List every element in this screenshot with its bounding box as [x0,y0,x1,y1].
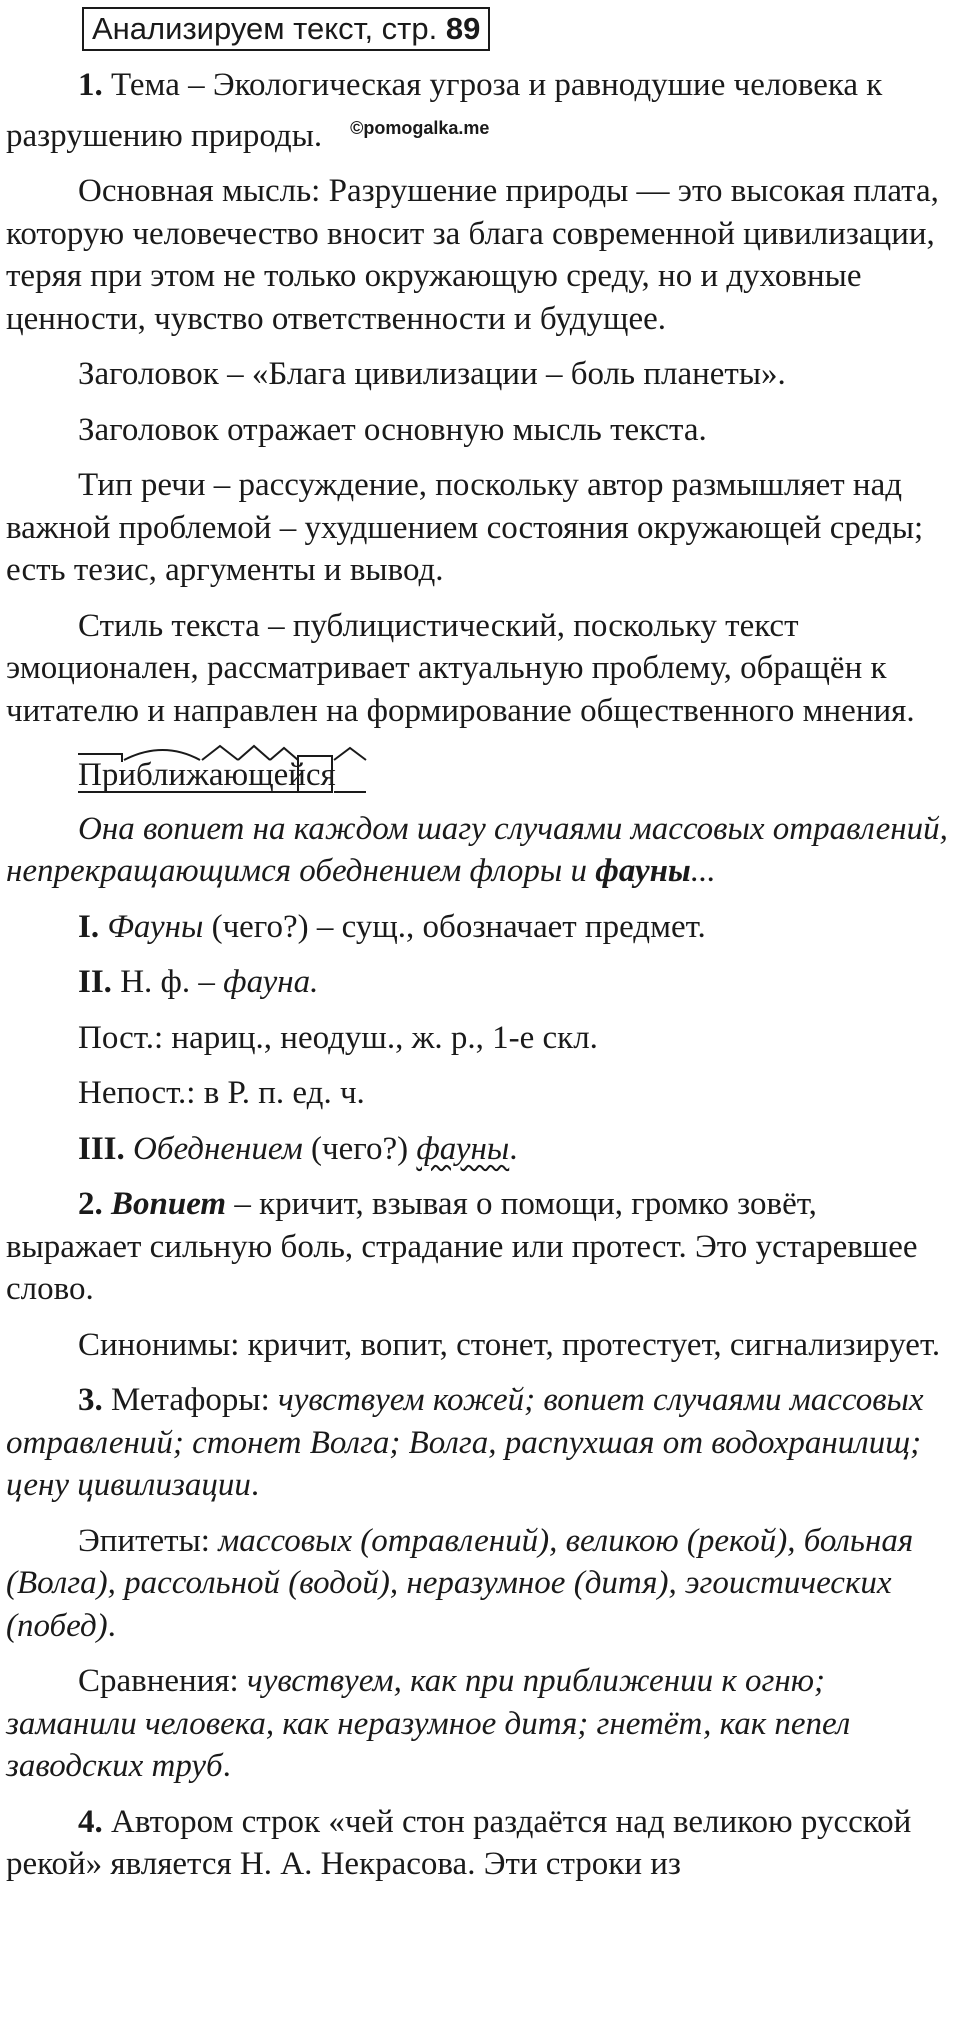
section-3-comparisons [6,1660,960,1788]
title-paragraph: Заголовок – «Блага цивилизации – боль планеты». [78,356,786,392]
analysis-III-question: (чего?) [302,1130,417,1167]
comparisons-text: чувствуем, как при приближении к огню; заманили человека, как неразумное дитя; гнетёт, как пепел заводских труб [6,1663,851,1784]
analysis-II-number: II. [78,964,112,1000]
epithets-end: . [107,1607,116,1644]
section-3-epithets [6,1520,960,1648]
analysis-II-word: фауна. [223,964,319,1000]
analysis-III-number: III. [78,1130,125,1167]
section-2-word: Вопиет [111,1186,227,1222]
title-note-paragraph: Заголовок отражает основную мысль текста. [78,411,707,448]
analysis-I-rest: (чего?) – сущ., обозначает предмет. [203,908,706,945]
comparisons-end: . [222,1748,231,1784]
metaphors-text: чувствуем кожей; вопиет случаями массовых отравлений; стонет Волга; Волга, распухшая от водохранилищ; цену цивилизации [6,1382,924,1503]
speech-type-paragraph: Тип речи – рассуждение, поскольку автор размышляет над важной проблемой – ухудшением состояния окружающей среды; есть тезис, аргументы и вывод. [6,467,924,588]
comparisons-label: Сравнения: [78,1663,247,1699]
constant-features: Пост.: нариц., неодуш., ж. р., 1-е скл. [78,1019,598,1056]
section-2-synonyms: Синонимы: кричит, вопит, стонет, протестует, сигнализирует. [78,1326,941,1363]
analysis-II [6,961,960,1004]
analysis-II-text: Н. ф. – [111,964,224,1000]
analysis-III [6,1128,960,1171]
section-3-number: 3. [78,1382,103,1418]
morphemic-analysis [78,754,336,797]
header-prefix: Анализируем текст, стр. [92,11,446,46]
section-2-definition [6,1183,960,1311]
metaphors-label: Метафоры: [102,1382,278,1418]
page-header [82,7,490,51]
main-idea-paragraph: Основная мысль: Разрушение природы — это высокая плата, которую человечество вносит за блага современной цивилизации, теряя при этом не только окружающую среду, но и духовные ценности, чувство ответственности и будущее. [6,173,939,337]
quote-ellipsis: ... [690,853,716,889]
quote-paragraph [6,808,960,893]
watermark: ©pomogalka.me [350,117,490,138]
epithets-text: массовых (отравлений), великою (рекой), больная (Волга), рассольной (водой), неразумное (дитя), эгоистических (побед) [6,1522,914,1644]
section-4-number: 4. [78,1803,103,1840]
epithets-label: Эпитеты: [78,1522,219,1559]
analysis-III-word: Обеднением [133,1130,303,1167]
theme-text: Тема – Экологическая угроза и равнодушие человека к разрушению природы. [6,67,883,154]
metaphors-end: . [250,1467,260,1503]
header-page-number: 89 [445,11,481,46]
section-2-def-text: – кричит, взывая о помощи, громко зовёт, выражает сильную боль, страдание или протест. Это устаревшее слово. [6,1186,918,1307]
analysis-I-number: I. [78,908,100,945]
analysis-III-end: . [509,1130,518,1167]
analysis-III-dependent: фауны [416,1130,510,1167]
morpheme-marks-icon [78,742,368,802]
theme-paragraph [6,64,960,157]
quote-bold-word: фауны [595,853,691,889]
morphemic-word: Приближающейся [78,757,336,793]
analysis-I-word: Фауны [107,908,204,945]
style-paragraph: Стиль текста – публицистический, поскольку текст эмоционален, рассматривает актуальную проблему, обращён к читателю и направлен на формирование общественного мнения. [6,607,915,729]
section-4-text: Автором строк «чей стон раздаётся над великою русской рекой» является Н. А. Некрасова. Эти строки из [6,1803,912,1882]
section-2-number: 2. [78,1186,103,1222]
section-3-metaphors [6,1379,960,1507]
section-4-paragraph [6,1801,960,1886]
section-1-number: 1. [78,67,103,103]
nonconstant-features: Непост.: в Р. п. ед. ч. [78,1075,365,1111]
quote-text: Она вопиет на каждом шагу случаями массовых отравлений, непрекращающимся обеднением флоры и [6,810,948,889]
analysis-I [6,906,960,949]
